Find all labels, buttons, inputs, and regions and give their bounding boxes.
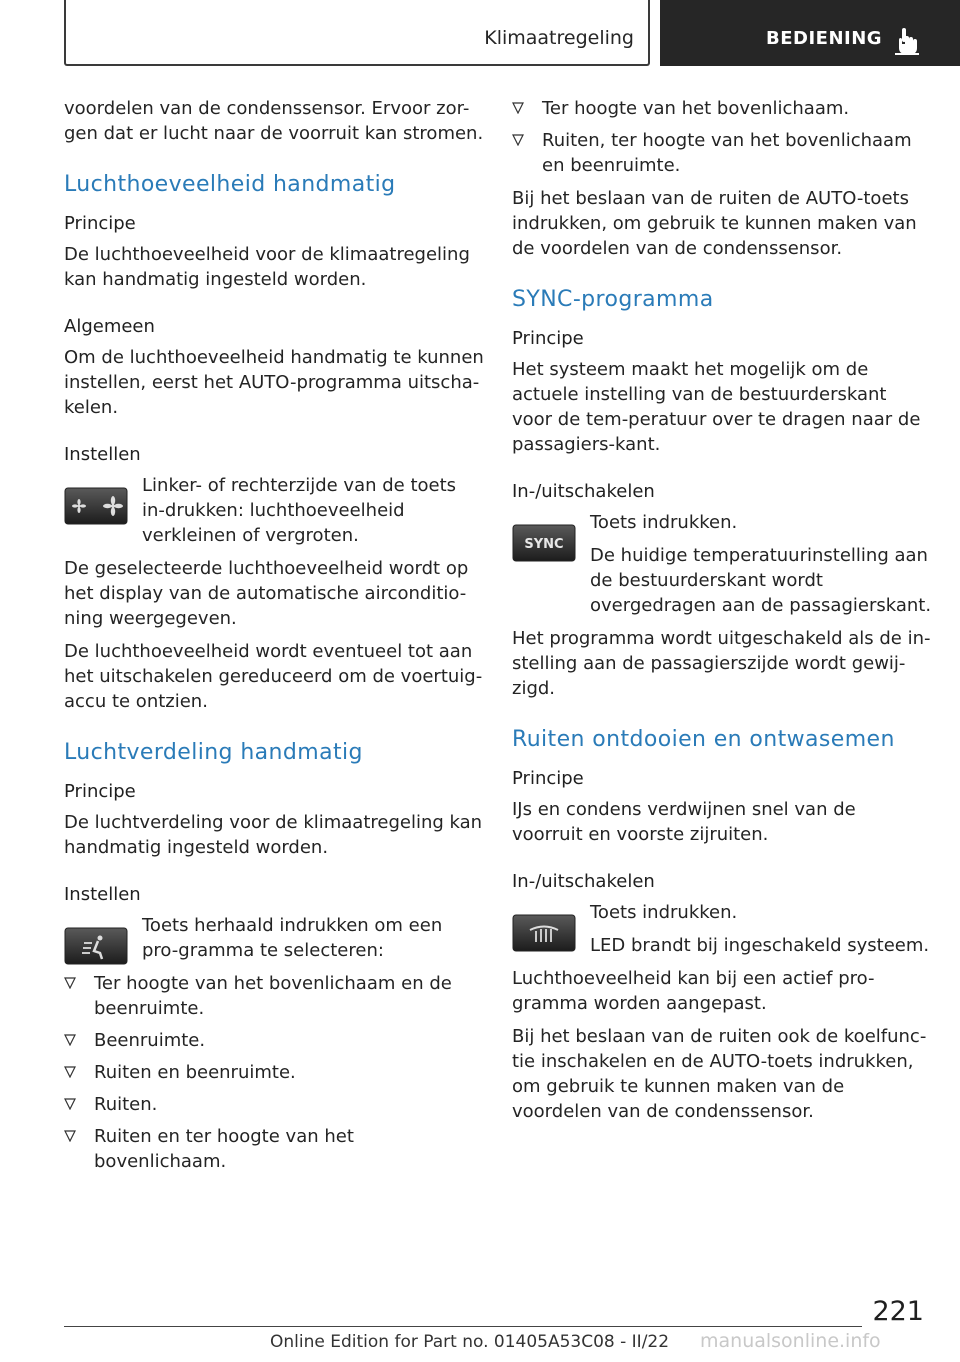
bullet-list [512,96,932,178]
footer-divider [64,1326,862,1327]
paragraph: De luchthoeveelheid wordt eventueel tot aan het uitschakelen gereduceerd om de voertuig-accu te ontzien. [64,641,483,712]
list-item: Ruiten. [64,1092,484,1117]
paragraph: De geselecteerde luchthoeveelheid wordt op het display van de automatische airconditio-ning weergegeven. [64,558,469,629]
fan-button-icon [64,487,128,525]
list-item: Ter hoogte van het bovenlichaam. [512,96,932,121]
paragraph: Luchthoeveelheid kan bij een actief pro-gramma worden aangepast. [512,968,875,1014]
list-item: Ter hoogte van het bovenlichaam en de beenruimte. [64,971,484,1021]
page-number: 221 [872,1296,924,1327]
subheading-instellen: Instellen [64,884,141,905]
section-title: Klimaatregeling [484,27,634,49]
list-item: Ruiten en ter hoogte van het bovenlichaam. [64,1124,484,1174]
subheading-principe: Principe [64,213,136,234]
subheading-principe: Principe [512,328,584,349]
subheading-instellen: Instellen [64,444,141,465]
triangle-bullet-icon [64,1098,76,1110]
paragraph: Toets herhaald indrukken om een pro-gramma te selecteren: [142,915,443,961]
list-item: Beenruimte. [64,1028,484,1053]
instruction-with-icon [512,510,932,618]
paragraph: De luchthoeveelheid voor de klimaatregeling kan handmatig ingesteld worden. [64,244,470,290]
watermark: manualsonline.info [700,1330,881,1352]
heading-luchtverdeling: Luchtverdeling handmatig [64,740,363,765]
left-column [64,96,484,1182]
heading-luchthoeveelheid: Luchthoeveelheid handmatig [64,172,396,197]
paragraph: Bij het beslaan van de ruiten de AUTO-toets indrukken, om gebruik te kunnen maken van de voordelen van de condenssensor. [512,188,917,259]
right-column [512,96,932,1132]
paragraph: Het programma wordt uitgeschakeld als de in-stelling aan de passagierszijde wordt gewij-zigd. [512,628,931,699]
triangle-bullet-icon [64,977,76,989]
heading-sync: SYNC-programma [512,287,714,312]
instruction-with-icon [512,900,932,958]
paragraph: Bij het beslaan van de ruiten ook de koelfunc-tie inschakelen en de AUTO-toets indrukken, om gebruik te kunnen maken van de voordelen van de condenssensor. [512,1026,927,1122]
paragraph: Toets indrukken. [590,902,738,923]
page-header [0,0,960,66]
defrost-button-icon [512,914,576,952]
subheading-algemeen: Algemeen [64,316,155,337]
edition-note: Online Edition for Part no. 01405A53C08 - II/22 [270,1332,670,1352]
instruction-with-icon [64,473,484,548]
paragraph: De huidige temperatuurinstelling aan de bestuurderskant wordt overgedragen aan de passagierskant. [590,545,932,616]
pointing-hand-icon [893,26,921,56]
subheading-principe: Principe [64,781,136,802]
paragraph: Het systeem maakt het mogelijk om de actuele instelling van de bestuurderskant voor de tem-peratuur over te dragen naar de passagiers-kant. [512,359,921,455]
paragraph: Linker- of rechterzijde van de toets in-drukken: luchthoeveelheid verkleinen of vergroten. [142,475,457,546]
bullet-list [64,971,484,1174]
triangle-bullet-icon [64,1130,76,1142]
sync-button-label: SYNC [524,537,564,552]
paragraph: LED brandt bij ingeschakeld systeem. [590,935,930,956]
paragraph: De luchtverdeling voor de klimaatregeling kan handmatig ingesteld worden. [64,812,483,858]
list-item: Ruiten en beenruimte. [64,1060,484,1085]
intro-paragraph: voordelen van de condenssensor. Ervoor zor-gen dat er lucht naar de voorruit kan stromen. [64,98,484,144]
triangle-bullet-icon [64,1034,76,1046]
instruction-with-icon [64,913,484,963]
section-tab [64,0,650,66]
triangle-bullet-icon [512,102,524,114]
heading-ruiten-ontdooien: Ruiten ontdooien en ontwasemen [512,727,895,752]
list-item: Ruiten, ter hoogte van het bovenlichaam en beenruimte. [512,128,932,178]
paragraph: IJs en condens verdwijnen snel van de voorruit en voorste zijruiten. [512,799,856,845]
paragraph: Toets indrukken. [590,512,738,533]
triangle-bullet-icon [64,1066,76,1078]
paragraph: Om de luchthoeveelheid handmatig te kunnen instellen, eerst het AUTO-programma uitscha-kelen. [64,347,484,418]
chapter-title: BEDIENING [766,28,883,49]
subheading-in-uitschakelen: In-/uitschakelen [512,481,655,502]
subheading-principe: Principe [512,768,584,789]
air-distribution-button-icon [64,927,128,965]
triangle-bullet-icon [512,134,524,146]
sync-button-icon [512,524,576,562]
subheading-in-uitschakelen: In-/uitschakelen [512,871,655,892]
